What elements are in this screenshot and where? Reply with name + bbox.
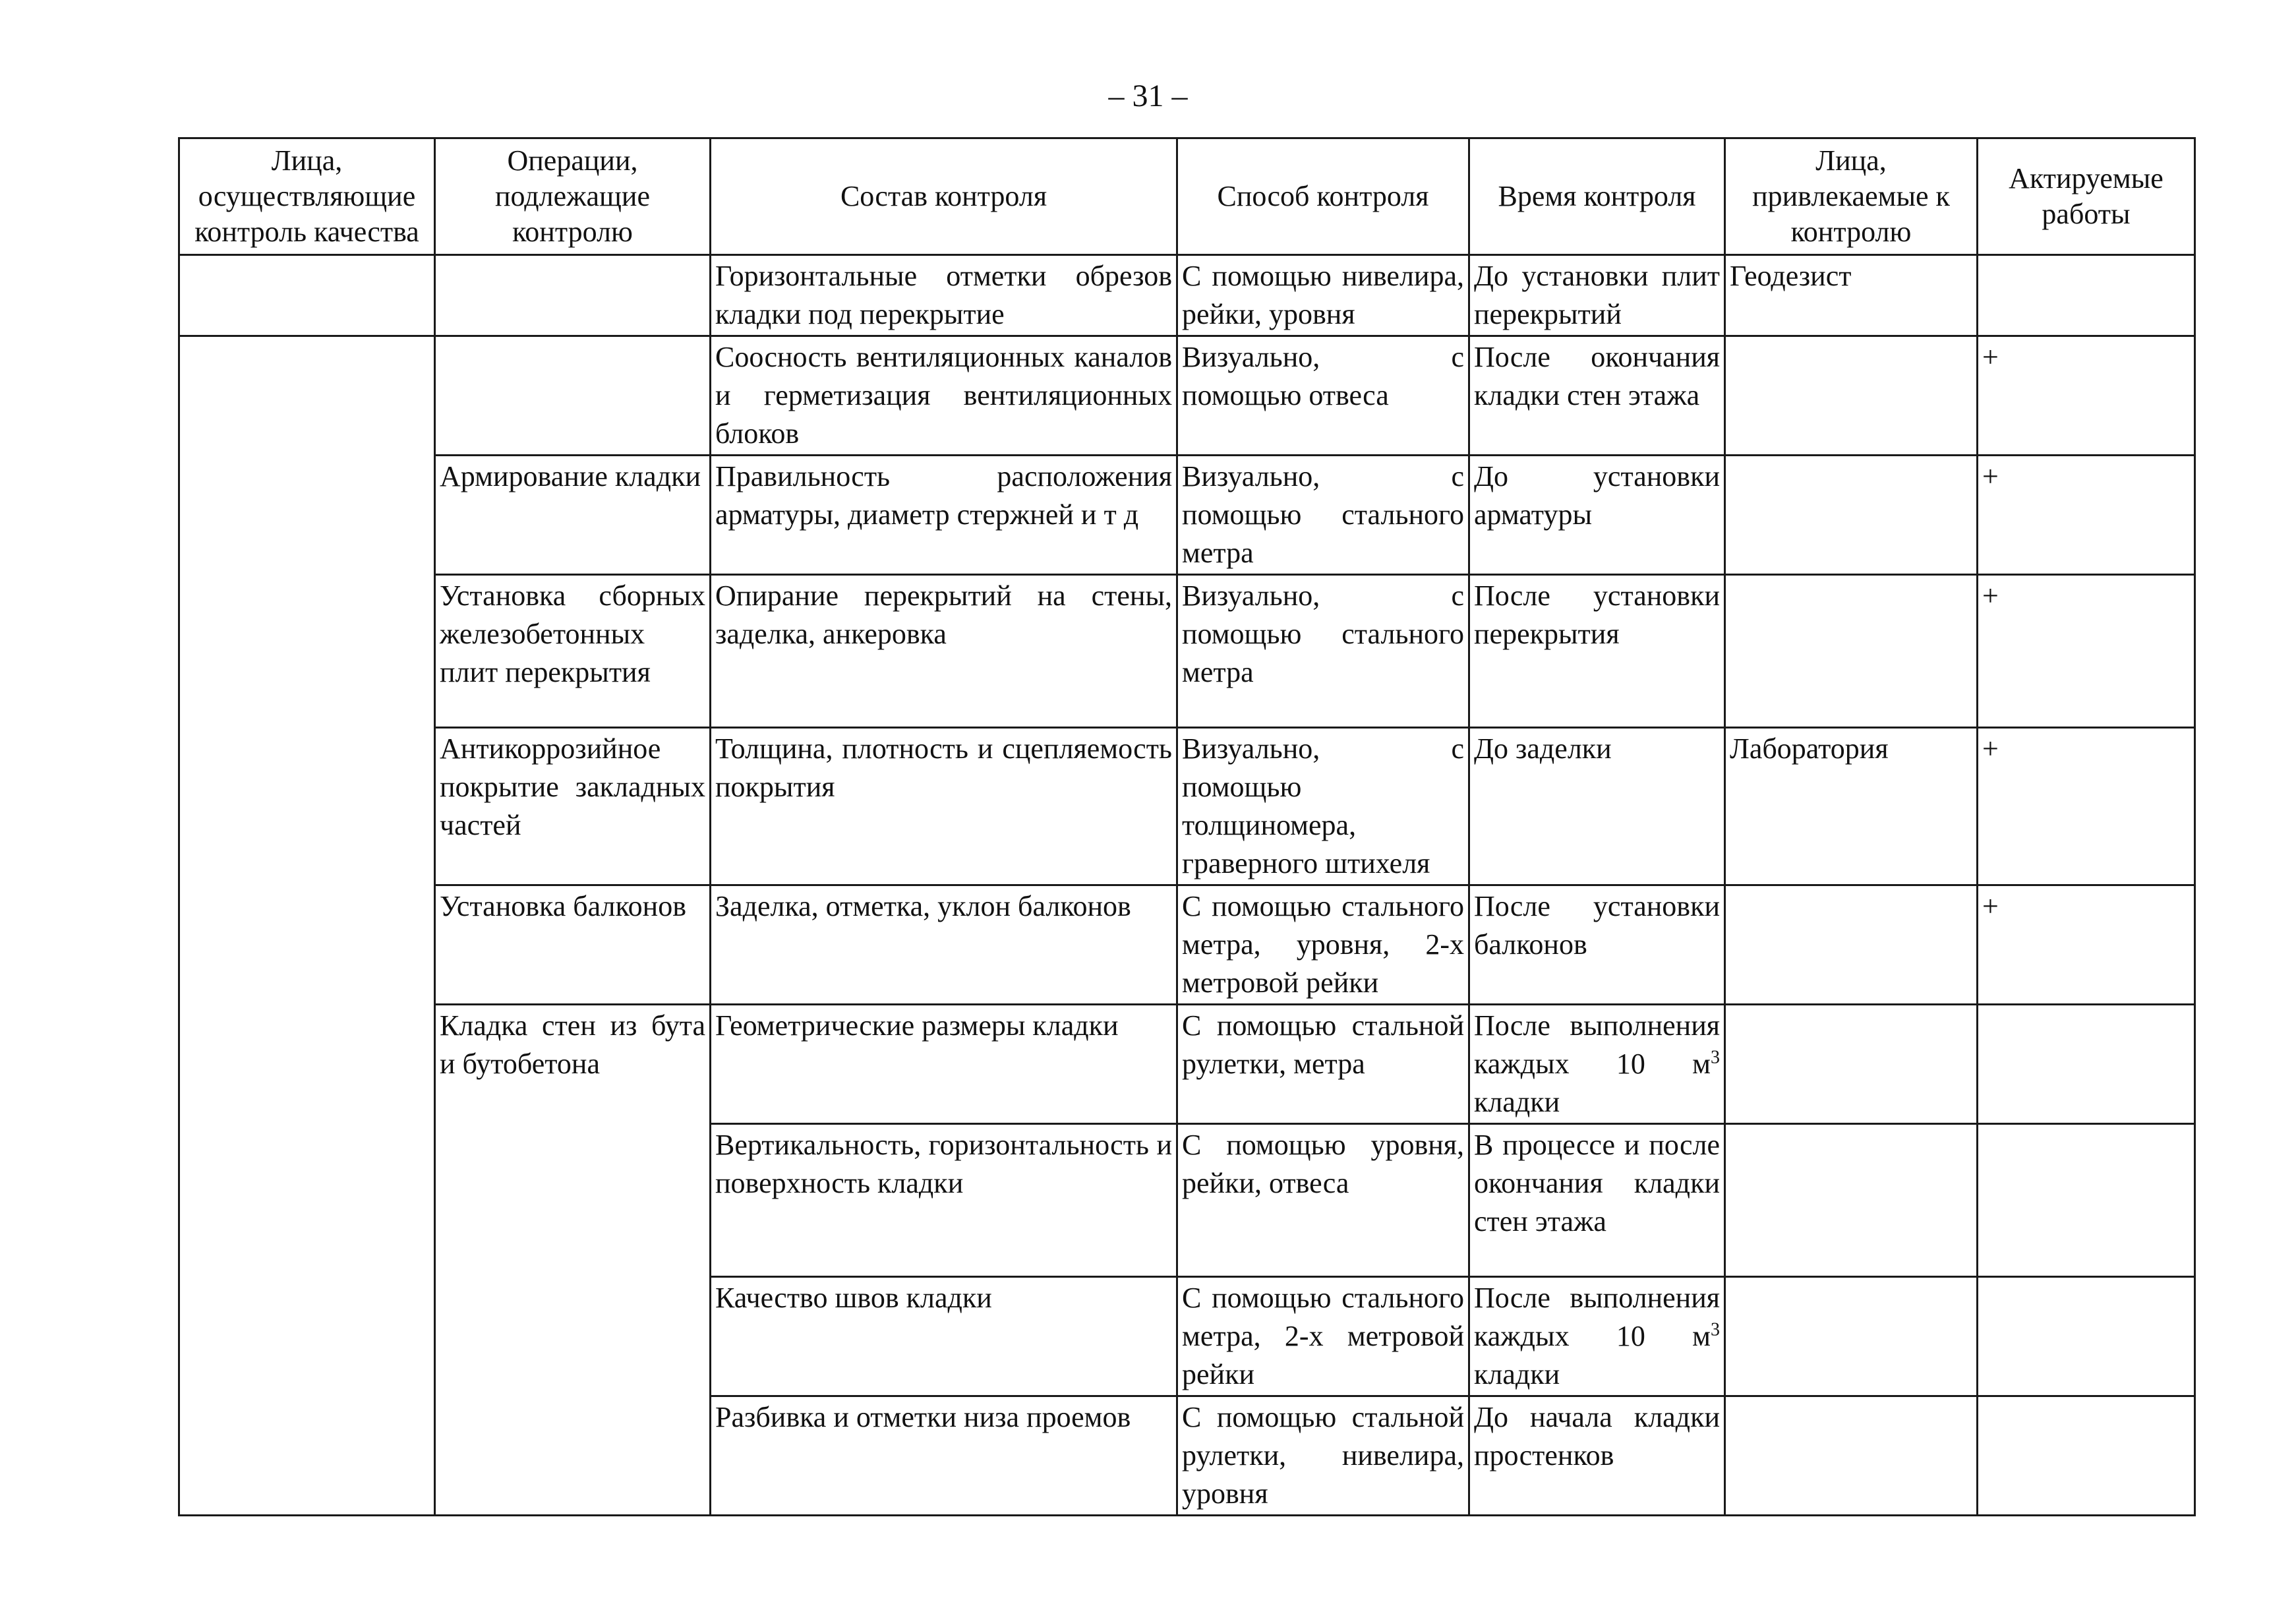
cell-acted: + bbox=[1978, 728, 2195, 885]
cell-composition: Вертикальность, горизонтальность и поверхность кладки bbox=[711, 1124, 1177, 1277]
cell-persons-involved: Геодезист bbox=[1725, 255, 1978, 336]
cell-method: Визуально, с помощью стального метра bbox=[1177, 456, 1469, 575]
time-text: После выполнения каждых 10 м bbox=[1474, 1009, 1720, 1080]
cell-persons-involved bbox=[1725, 456, 1978, 575]
cell-persons-involved bbox=[1725, 1396, 1978, 1516]
cell-time: До установки арматуры bbox=[1469, 456, 1725, 575]
cell-acted bbox=[1978, 1124, 2195, 1277]
cell-time: До начала кладки простенков bbox=[1469, 1396, 1725, 1516]
cell-composition: Качество швов кладки bbox=[711, 1277, 1177, 1396]
cell-method: С помощью стальной рулетки, нивелира, уровня bbox=[1177, 1396, 1469, 1516]
header-persons-involved: Лица, привлекаемые к контролю bbox=[1725, 138, 1978, 255]
cell-acted: + bbox=[1978, 456, 2195, 575]
cell-acted: + bbox=[1978, 575, 2195, 728]
table-row bbox=[179, 885, 2195, 1005]
header-control-method: Способ контроля bbox=[1177, 138, 1469, 255]
table-header-row bbox=[179, 138, 2195, 255]
time-superscript: 3 bbox=[1711, 1047, 1720, 1068]
cell-operation: Установка сборных железобетонных плит перекрытия bbox=[435, 575, 711, 728]
cell-persons-controlling bbox=[179, 255, 435, 336]
cell-method: Визуально, с помощью толщиномера, граверного штихеля bbox=[1177, 728, 1469, 885]
cell-composition: Соосность вентиляционных каналов и герметизация вентиляционных блоков bbox=[711, 336, 1177, 456]
header-persons-controlling: Лица, осуществляющие контроль качества bbox=[179, 138, 435, 255]
time-tail: кладки bbox=[1474, 1358, 1560, 1390]
cell-composition: Толщина, плотность и сцепляемость покрытия bbox=[711, 728, 1177, 885]
header-acted-works: Актируемые работы bbox=[1978, 138, 2195, 255]
cell-persons-involved bbox=[1725, 1124, 1978, 1277]
cell-method: Визуально, с помощью стального метра bbox=[1177, 575, 1469, 728]
cell-time: До установки плит перекрытий bbox=[1469, 255, 1725, 336]
time-superscript: 3 bbox=[1711, 1319, 1720, 1340]
cell-persons-involved bbox=[1725, 575, 1978, 728]
cell-persons-involved bbox=[1725, 885, 1978, 1005]
table-row bbox=[179, 575, 2195, 728]
cell-composition: Горизонтальные отметки обрезов кладки под перекрытие bbox=[711, 255, 1177, 336]
cell-time: После установки перекрытия bbox=[1469, 575, 1725, 728]
table-row bbox=[179, 456, 2195, 575]
header-control-time: Время контроля bbox=[1469, 138, 1725, 255]
table-row bbox=[179, 728, 2195, 885]
cell-operation bbox=[435, 336, 711, 456]
cell-method: С помощью нивелира, рейки, уровня bbox=[1177, 255, 1469, 336]
cell-acted: + bbox=[1978, 336, 2195, 456]
cell-operation: Установка балконов bbox=[435, 885, 711, 1005]
cell-operation: Кладка стен из бута и бутобетона bbox=[435, 1005, 711, 1516]
cell-method: С помощью стального метра, уровня, 2-х метровой рейки bbox=[1177, 885, 1469, 1005]
cell-method: С помощью стального метра, 2-х метровой рейки bbox=[1177, 1277, 1469, 1396]
cell-acted: + bbox=[1978, 885, 2195, 1005]
cell-composition: Опирание перекрытий на стены, заделка, анкеровка bbox=[711, 575, 1177, 728]
cell-method: С помощью стальной рулетки, метра bbox=[1177, 1005, 1469, 1124]
page-number: – 31 – bbox=[1108, 78, 1188, 113]
cell-acted bbox=[1978, 1005, 2195, 1124]
cell-persons-involved bbox=[1725, 336, 1978, 456]
header-control-composition: Состав контроля bbox=[711, 138, 1177, 255]
cell-acted bbox=[1978, 1277, 2195, 1396]
cell-time: До заделки bbox=[1469, 728, 1725, 885]
table-row bbox=[179, 336, 2195, 456]
cell-operation: Армирование кладки bbox=[435, 456, 711, 575]
cell-persons-involved: Лаборатория bbox=[1725, 728, 1978, 885]
cell-operation bbox=[435, 255, 711, 336]
table-row bbox=[179, 1005, 2195, 1124]
cell-persons-involved bbox=[1725, 1005, 1978, 1124]
cell-time bbox=[1469, 1005, 1725, 1124]
cell-method: С помощью уровня, рейки, отвеса bbox=[1177, 1124, 1469, 1277]
cell-composition: Геометрические размеры кладки bbox=[711, 1005, 1177, 1124]
cell-time: После установки балконов bbox=[1469, 885, 1725, 1005]
quality-control-table bbox=[178, 137, 2196, 1516]
header-operations: Операции, подлежащие контролю bbox=[435, 138, 711, 255]
cell-method: Визуально, с помощью отвеса bbox=[1177, 336, 1469, 456]
time-text: После выполнения каждых 10 м bbox=[1474, 1282, 1720, 1352]
cell-persons-controlling bbox=[179, 336, 435, 1516]
table-row bbox=[179, 255, 2195, 336]
cell-composition: Разбивка и отметки низа проемов bbox=[711, 1396, 1177, 1516]
cell-composition: Заделка, отметка, уклон балконов bbox=[711, 885, 1177, 1005]
time-tail: кладки bbox=[1474, 1086, 1560, 1118]
cell-acted bbox=[1978, 255, 2195, 336]
cell-operation: Антикоррозийное покрытие закладных частей bbox=[435, 728, 711, 885]
cell-composition: Правильность расположения арматуры, диаметр стержней и т д bbox=[711, 456, 1177, 575]
cell-acted bbox=[1978, 1396, 2195, 1516]
cell-time: В процессе и после окончания кладки стен этажа bbox=[1469, 1124, 1725, 1277]
cell-persons-involved bbox=[1725, 1277, 1978, 1396]
cell-time: После окончания кладки стен этажа bbox=[1469, 336, 1725, 456]
cell-time bbox=[1469, 1277, 1725, 1396]
